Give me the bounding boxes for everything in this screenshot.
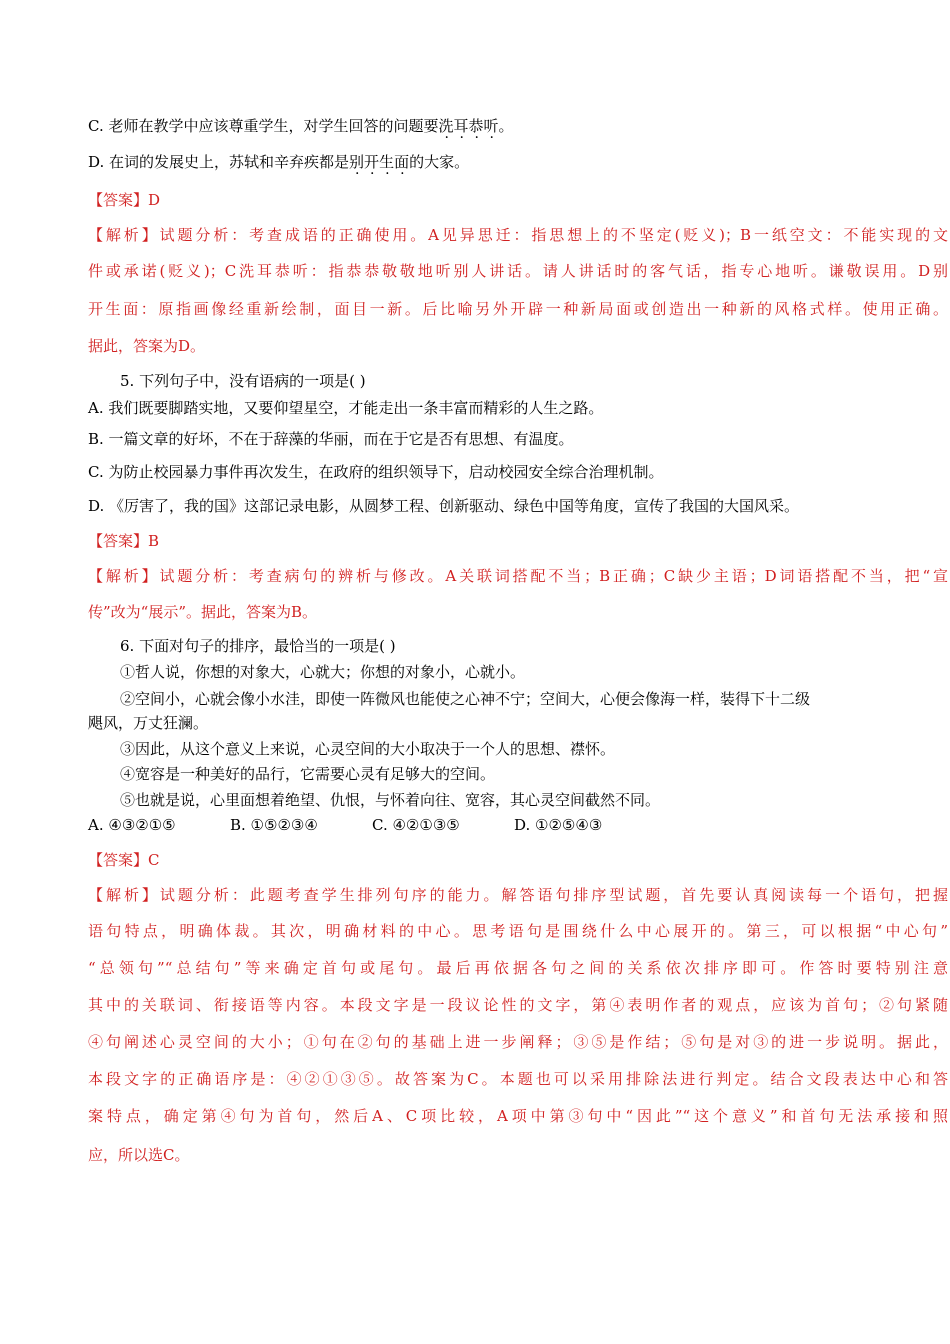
analysis-label: 【解析】: [88, 567, 160, 585]
q6-choice-d: D. ①②⑤④③: [514, 816, 603, 834]
q5-answer: 【答案】B: [88, 532, 160, 550]
q6-analysis-line-4: 其中的关联词、衔接语等内容。本段文字是一段议论性的文字，第④表明作者的观点，应该为首句；②句紧随: [88, 996, 948, 1014]
q6-analysis-line-1: 【解析】试题分析：此题考查学生排列句序的能力。解答语句排序型试题，首先要认真阅读每一个语句，把握: [88, 886, 948, 904]
q6-sentence-5: ⑤也就是说，心里面想着绝望、仇恨，与怀着向往、宽容，其心灵空间截然不同。: [120, 791, 661, 809]
q6-sentence-1: ①哲人说，你想的对象大，心就大；你想的对象小，心就小。: [120, 663, 526, 681]
q4-option-c: C. 老师在教学中应该尊重学生，对学生回答的问题要洗耳恭听。: [88, 117, 514, 135]
q6-analysis-line-2: 语句特点，明确体裁。其次，明确材料的中心。思考语句是围绕什么中心展开的。第三，可以根据“中心句”: [88, 922, 948, 940]
q5-analysis-line-2: 传”改为“展示”。据此，答案为B。: [88, 603, 318, 621]
emphasis-idiom-c: 洗耳恭听: [438, 117, 499, 135]
q6-sentence-4: ④宽容是一种美好的品行，它需要心灵有足够大的空间。: [120, 765, 496, 783]
q5-analysis-line-1: 【解析】试题分析：考查病句的辨析与修改。A关联词搭配不当；B正确；C缺少主语；D词语搭配不当，把“宣: [88, 567, 948, 585]
q6-sentence-3: ③因此，从这个意义上来说，心灵空间的大小取决于一个人的思想、襟怀。: [120, 740, 616, 758]
q6-answer: 【答案】C: [88, 851, 160, 869]
q5-option-b: B. 一篇文章的好坏，不在于辞藻的华丽，而在于它是否有思想、有温度。: [88, 430, 574, 448]
q4-analysis-line-3: 开生面：原指画像经重新绘制，面目一新。后比喻另外开辟一种新局面或创造出一种新的风格式样。使用正确。: [88, 300, 948, 318]
q6-sentence-2-cont: 飓风，万丈狂澜。: [88, 714, 209, 732]
q6-analysis-line-6: 本段文字的正确语序是：④②①③⑤。故答案为C。本题也可以采用排除法进行判定。结合文段表达中心和答: [88, 1070, 948, 1088]
q6-choice-b: B. ①⑤②③④: [230, 816, 318, 834]
q4-analysis-line-4: 据此，答案为D。: [88, 337, 206, 355]
q6-choices: [88, 815, 602, 835]
q5-option-c: C. 为防止校园暴力事件再次发生，在政府的组织领导下，启动校园安全综合治理机制。: [88, 463, 664, 481]
q6-sentence-2: ②空间小，心就会像小水洼，即使一阵微风也能使之心神不宁；空间大，心便会像海一样，装得下十二级: [120, 690, 811, 708]
q4-analysis-line-2: 件或承诺(贬义)；C洗耳恭听：指恭恭敬敬地听别人讲话。请人讲话时的客气话，指专心地听。谦敬误用。D别: [88, 262, 948, 280]
q6-analysis-line-8: 应，所以选C。: [88, 1146, 190, 1164]
q5-option-a: A. 我们既要脚踏实地，又要仰望星空，才能走出一条丰富而精彩的人生之路。: [88, 399, 604, 417]
analysis-label: 【解析】: [88, 226, 160, 244]
emphasis-idiom-d: 别开生面: [349, 153, 410, 171]
q6-analysis-line-7: 案特点，确定第④句为首句，然后A、C项比较，A项中第③句中“因此”“这个意义”和首句无法承接和照: [88, 1107, 948, 1125]
q6-choice-a: A. ④③②①⑤: [88, 816, 176, 834]
q6-choice-c: C. ④②①③⑤: [372, 816, 460, 834]
q5-option-d: D. 《厉害了，我的国》这部记录电影，从圆梦工程、创新驱动、绿色中国等角度，宣传了我国的大国风采。: [88, 497, 800, 515]
q4-answer: 【答案】D: [88, 191, 161, 209]
q6-stem: 6. 下面对句子的排序，最恰当的一项是( ): [120, 637, 396, 655]
analysis-label: 【解析】: [88, 886, 160, 904]
q6-analysis-line-5: ④句阐述心灵空间的大小；①句在②句的基础上进一步阐释；③⑤是作结；⑤句是对③的进一步说明。据此，: [88, 1033, 948, 1051]
q4-option-d: D. 在词的发展史上，苏轼和辛弃疾都是别开生面的大家。: [88, 153, 470, 171]
q4-analysis-line-1: 【解析】试题分析：考查成语的正确使用。A见异思迁：指思想上的不坚定(贬义)；B一纸空文：不能实现的文: [88, 226, 948, 244]
q5-stem: 5. 下列句子中，没有语病的一项是( ): [120, 372, 366, 390]
q6-analysis-line-3: “总领句”“总结句”等来确定首句或尾句。最后再依据各句之间的关系依次排序即可。作答时要特别注意: [88, 959, 948, 977]
